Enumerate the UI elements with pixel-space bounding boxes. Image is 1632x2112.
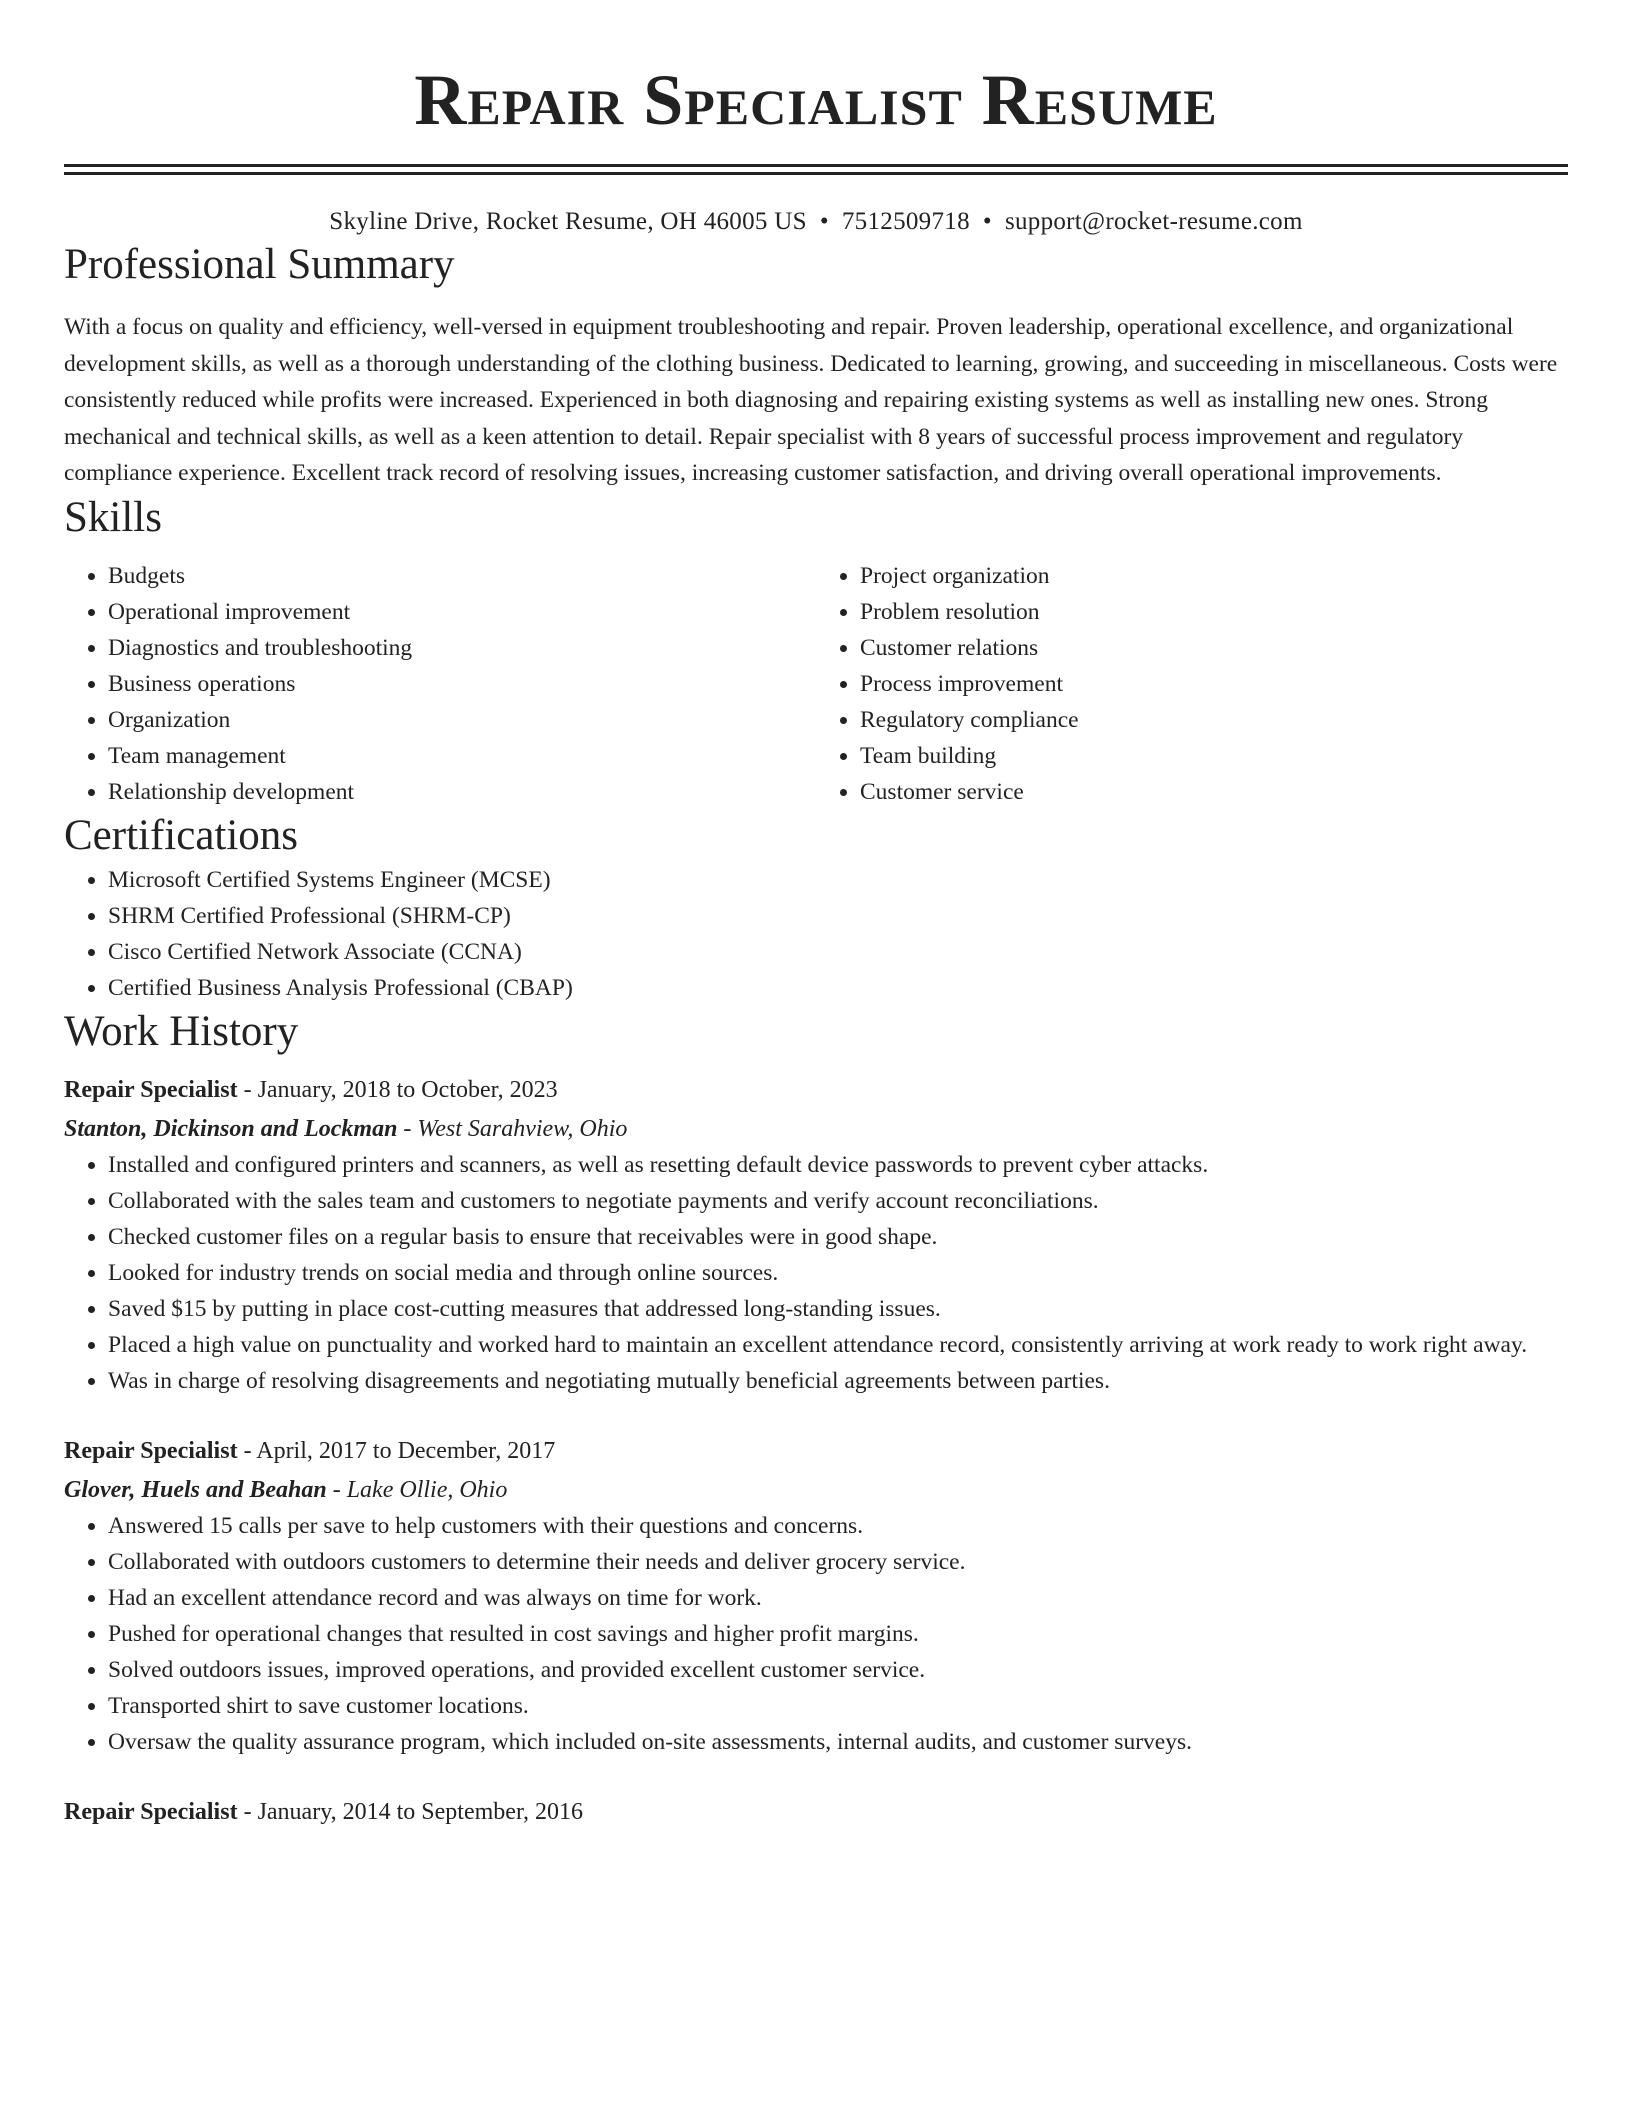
skill-item: • Diagnostics and troubleshooting xyxy=(108,630,816,666)
certifications-list xyxy=(64,862,1568,1006)
skill-item: • Budgets xyxy=(108,558,816,594)
job-bullets xyxy=(64,1508,1568,1760)
job-bullets xyxy=(64,1147,1568,1399)
skill-item: • Team management xyxy=(108,738,816,774)
job-dates: January, 2014 to September, 2016 xyxy=(257,1798,583,1825)
dash-separator: - xyxy=(397,1115,418,1142)
job-bullet: • Checked customer files on a regular basis to ensure that receivables were in good shape. xyxy=(108,1219,1568,1255)
job-entry xyxy=(64,1433,1568,1760)
work-history-heading: Work History xyxy=(64,1007,299,1055)
skill-item: • Business operations xyxy=(108,666,816,702)
skills-list-left xyxy=(64,558,816,810)
skills-list-right xyxy=(816,558,1568,810)
contact-separator: • xyxy=(819,208,829,235)
job-company: Stanton, Dickinson and Lockman xyxy=(64,1115,398,1142)
contact-address: Skyline Drive, Rocket Resume, OH 46005 US xyxy=(329,208,807,235)
dash-separator: - xyxy=(237,1076,258,1103)
job-bullet: • Oversaw the quality assurance program, which included on-site assessments, internal audits, and customer surveys. xyxy=(108,1724,1568,1760)
job-company: Glover, Huels and Beahan xyxy=(64,1476,327,1503)
skill-item: • Operational improvement xyxy=(108,594,816,630)
job-bullet: • Had an excellent attendance record and was always on time for work. xyxy=(108,1580,1568,1616)
job-dates: April, 2017 to December, 2017 xyxy=(256,1437,556,1464)
job-title: Repair Specialist xyxy=(64,1437,238,1464)
certifications-heading: Certifications xyxy=(64,811,299,859)
title-divider xyxy=(64,164,1568,175)
job-bullet: • Solved outdoors issues, improved operations, and provided excellent customer service. xyxy=(108,1652,1568,1688)
job-location: West Sarahview, Ohio xyxy=(417,1115,628,1142)
contact-separator: • xyxy=(982,208,992,235)
skill-item: • Relationship development xyxy=(108,774,816,810)
certification-item: • SHRM Certified Professional (SHRM-CP) xyxy=(108,898,1568,934)
contact-line xyxy=(64,205,1568,239)
job-bullet: • Collaborated with the sales team and customers to negotiate payments and verify account reconciliations. xyxy=(108,1183,1568,1219)
job-bullet: • Installed and configured printers and scanners, as well as resetting default device passwords to prevent cyber attacks. xyxy=(108,1147,1568,1183)
contact-email: support@rocket-resume.com xyxy=(1004,208,1303,235)
job-title-line xyxy=(64,1433,1568,1469)
certification-item: • Certified Business Analysis Professional (CBAP) xyxy=(108,970,1568,1006)
skill-item: • Regulatory compliance xyxy=(860,702,1568,738)
job-bullet: • Looked for industry trends on social media and through online sources. xyxy=(108,1255,1568,1291)
job-bullet: • Placed a high value on punctuality and worked hard to maintain an excellent attendance record, consistently arriving at work ready to work right away. xyxy=(108,1327,1568,1363)
job-title: Repair Specialist xyxy=(64,1076,238,1103)
job-bullet: • Collaborated with outdoors customers to determine their needs and deliver grocery service. xyxy=(108,1544,1568,1580)
job-bullet: • Saved $15 by putting in place cost-cutting measures that addressed long-standing issues. xyxy=(108,1291,1568,1327)
summary-heading: Professional Summary xyxy=(64,241,455,288)
summary-text: With a focus on quality and efficiency, well-versed in equipment troubleshooting and repair. Proven leadership, operational excellence, and organizational development skills, as well as a thorough understanding of the clothing business. Dedicated to learning, growing, and succeeding in miscellaneous. Costs were consistently reduced while profits were increased. Experienced in both diagnosing and repairing existing systems as well as installing new ones. Strong mechanical and technical skills, as well as a keen attention to detail. Repair specialist with 8 years of successful process improvement and regulatory compliance experience. Excellent track record of resolving issues, increasing customer satisfaction, and driving overall operational improvements. xyxy=(64,314,1558,486)
job-title-line xyxy=(64,1794,1568,1830)
skill-item: • Project organization xyxy=(860,558,1568,594)
certification-item: • Microsoft Certified Systems Engineer (MCSE) xyxy=(108,862,1568,898)
job-company-line xyxy=(64,1111,1568,1147)
skills-columns xyxy=(64,558,1568,810)
job-bullet: • Transported shirt to save customer locations. xyxy=(108,1688,1568,1724)
job-bullet: • Pushed for operational changes that resulted in cost savings and higher profit margins. xyxy=(108,1616,1568,1652)
skills-heading: Skills xyxy=(64,493,162,541)
job-entry xyxy=(64,1072,1568,1399)
dash-separator: - xyxy=(237,1798,258,1825)
job-bullet: • Answered 15 calls per save to help customers with their questions and concerns. xyxy=(108,1508,1568,1544)
skill-item: • Customer service xyxy=(860,774,1568,810)
skill-item: • Customer relations xyxy=(860,630,1568,666)
skill-item: • Team building xyxy=(860,738,1568,774)
job-bullet: • Was in charge of resolving disagreements and negotiating mutually beneficial agreements between parties. xyxy=(108,1363,1568,1399)
skill-item: • Organization xyxy=(108,702,816,738)
certification-item: • Cisco Certified Network Associate (CCNA) xyxy=(108,934,1568,970)
resume-title: Repair Specialist Resume xyxy=(414,60,1218,140)
job-company-line xyxy=(64,1472,1568,1508)
contact-phone: 7512509718 xyxy=(841,208,970,235)
dash-separator: - xyxy=(326,1476,347,1503)
dash-separator: - xyxy=(237,1437,257,1464)
skill-item: • Problem resolution xyxy=(860,594,1568,630)
job-location: Lake Ollie, Ohio xyxy=(346,1476,508,1503)
job-entry xyxy=(64,1794,1568,1830)
job-title: Repair Specialist xyxy=(64,1798,238,1825)
job-dates: January, 2018 to October, 2023 xyxy=(257,1076,558,1103)
job-title-line xyxy=(64,1072,1568,1108)
skill-item: • Process improvement xyxy=(860,666,1568,702)
